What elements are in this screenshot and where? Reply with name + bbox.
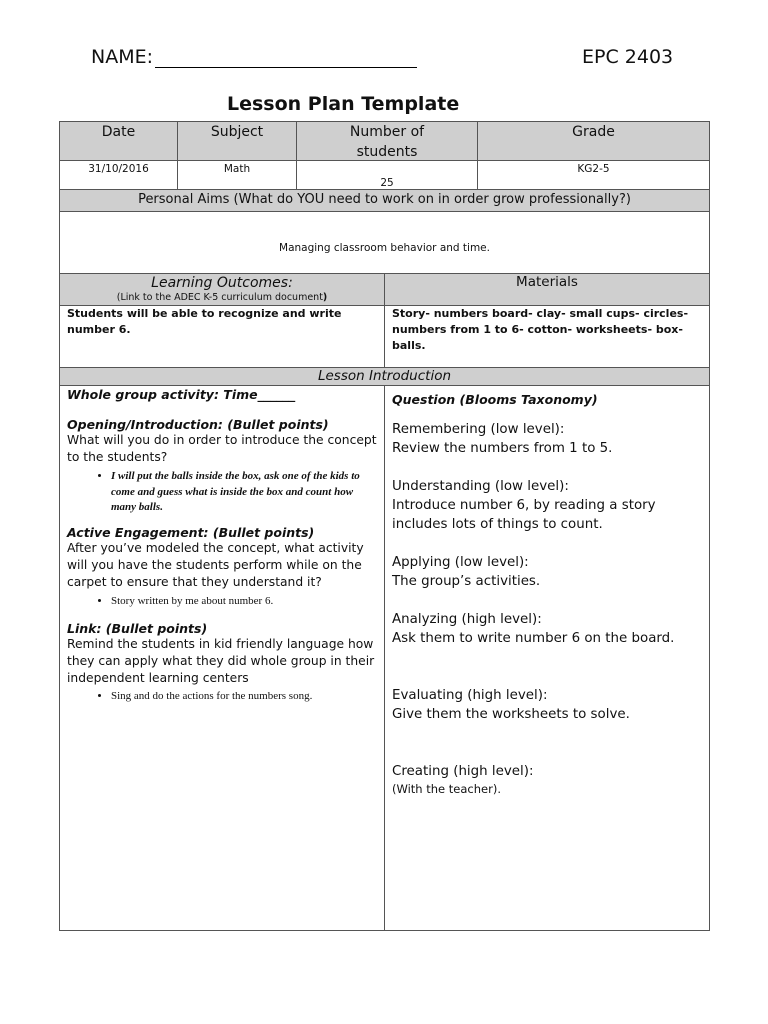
date-value: 31/10/2016 — [59, 160, 178, 190]
active-engagement-bullet: • Story written by me about number 6. — [111, 594, 378, 609]
personal-aims-header: Personal Aims (What do YOU need to work on in order grow professionally?) — [59, 189, 710, 212]
applying-text: The group’s activities. — [392, 574, 541, 589]
col-header-students: Number of students — [296, 121, 478, 161]
learning-outcomes-subheader — [60, 292, 384, 304]
analyzing-text: Ask them to write number 6 on the board. — [392, 631, 675, 646]
whole-group-time: Whole group activity: Time______ — [67, 387, 296, 402]
remembering-label: Remembering (low level): — [392, 422, 565, 437]
lesson-intro-header: Lesson Introduction — [59, 367, 710, 386]
name-label: NAME: — [91, 46, 154, 68]
link-question: Remind the students in kid friendly language how they can apply what they did whole group in their independent learning centers — [67, 636, 375, 685]
learning-outcomes-header-cell — [59, 273, 385, 306]
adec-link-close: ) — [322, 292, 328, 303]
lesson-right-cell — [384, 385, 710, 931]
name-blank-line — [155, 47, 417, 68]
creating-label: Creating (high level): — [392, 764, 534, 779]
learning-outcomes-header: Learning Outcomes: — [151, 275, 293, 291]
col-header-date: Date — [59, 121, 178, 161]
lesson-left-cell — [59, 385, 385, 931]
learning-outcomes-value: Students will be able to recognize and write number 6. — [59, 305, 385, 368]
materials-value: Story- numbers board- clay- small cups- circles- numbers from 1 to 6- cotton- worksheets- box- balls. — [384, 305, 710, 368]
blooms-heading: Question (Blooms Taxonomy) — [392, 392, 598, 407]
creating-text: (With the teacher). — [392, 782, 501, 796]
col-header-subject: Subject — [177, 121, 297, 161]
grade-value: KG2-5 — [477, 160, 710, 190]
opening-heading: Opening/Introduction: (Bullet points) — [67, 417, 329, 432]
applying-label: Applying (low level): — [392, 555, 529, 570]
understanding-label: Understanding (low level): — [392, 479, 569, 494]
name-field — [91, 46, 417, 68]
remembering-text: Review the numbers from 1 to 5. — [392, 441, 613, 456]
subject-value: Math — [177, 160, 297, 190]
link-bullet: • Sing and do the actions for the numbers song. — [111, 689, 378, 704]
analyzing-label: Analyzing (high level): — [392, 612, 542, 627]
materials-header: Materials — [384, 273, 710, 306]
active-engagement-question: After you’ve modeled the concept, what activity will you have the students perform while on the carpet to ensure that they understand it? — [67, 540, 364, 589]
opening-bullet: • I will put the balls inside the box, ask one of the kids to come and guess what is inside the box and count how many balls. — [111, 469, 378, 516]
opening-question: What will you do in order to introduce the concept to the students? — [67, 433, 377, 464]
adec-link-text: (Link to the ADEC K-5 curriculum document — [116, 292, 323, 303]
evaluating-text: Give them the worksheets to solve. — [392, 707, 630, 722]
course-code: EPC 2403 — [582, 46, 674, 68]
link-heading: Link: (Bullet points) — [67, 620, 208, 636]
col-header-grade: Grade — [477, 121, 710, 161]
page-title: Lesson Plan Template — [227, 93, 460, 115]
students-value: 25 — [296, 160, 478, 190]
active-engagement-heading: Active Engagement: (Bullet points) — [67, 524, 315, 540]
evaluating-label: Evaluating (high level): — [392, 688, 548, 703]
personal-aims-value: Managing classroom behavior and time. — [59, 211, 710, 274]
understanding-text: Introduce number 6, by reading a story includes lots of things to count. — [392, 498, 656, 532]
